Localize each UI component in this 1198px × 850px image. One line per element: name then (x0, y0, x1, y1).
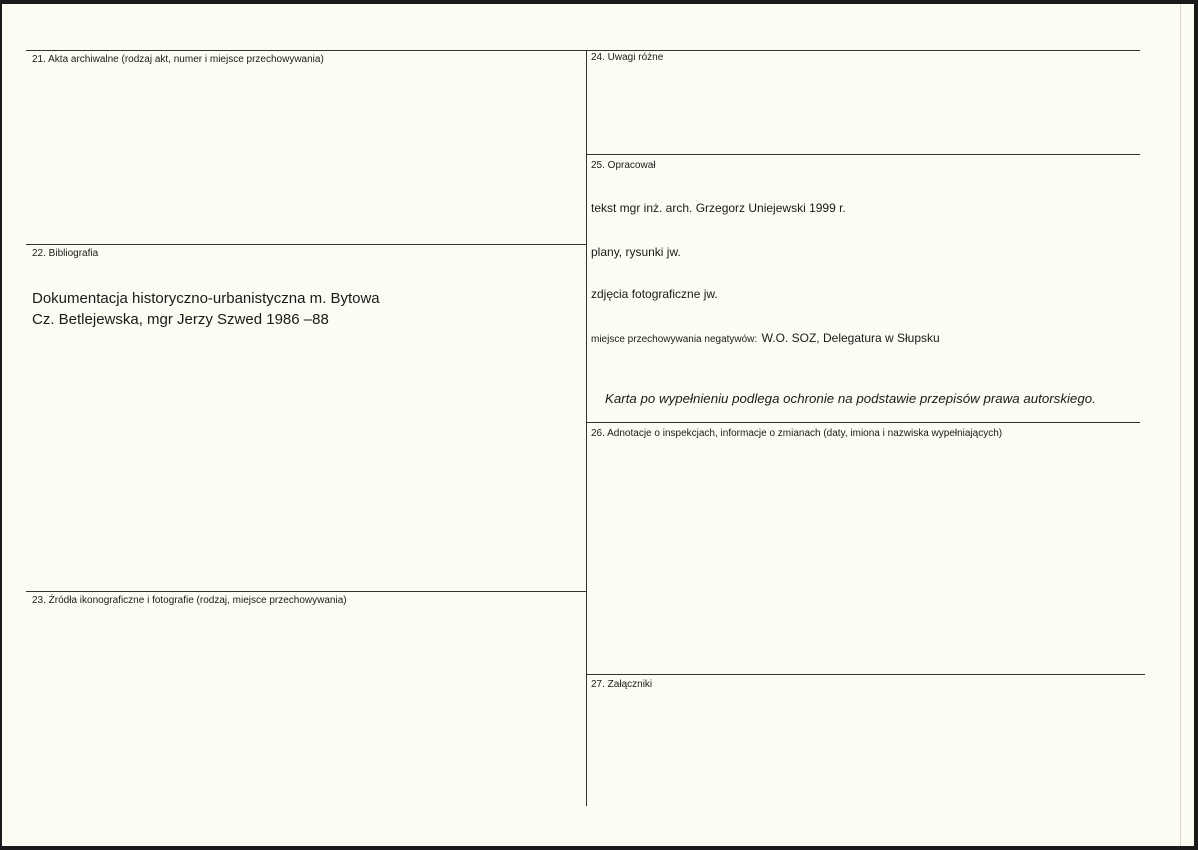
rule-22 (26, 244, 586, 245)
photos-line: zdjęcia fotograficzne jw. (591, 287, 718, 301)
negatives-value: W.O. SOZ, Delegatura w Słupsku (761, 331, 940, 345)
card-edge (1180, 4, 1181, 846)
bibliography-line-1: Dokumentacja historyczno-urbanistyczna m. Bytowa (32, 290, 380, 307)
rule-27 (586, 674, 1145, 675)
section-27-label: 27. Załączniki (591, 679, 653, 690)
section-24-label: 24. Uwagi różne (591, 52, 664, 63)
copyright-note: Karta po wypełnieniu podlega ochronie na podstawie przepisów prawa autorskiego. (605, 391, 1096, 406)
rule-26 (586, 422, 1140, 423)
negatives-line (591, 329, 940, 347)
section-26-label: 26. Adnotacje o inspekcjach, informacje o zmianach (daty, imiona i nazwiska wypełniających) (591, 428, 1003, 439)
section-22-label: 22. Bibliografia (32, 248, 99, 259)
rule-23 (26, 591, 586, 592)
negatives-label: miejsce przechowywania negatywów: (591, 334, 758, 345)
plans-line: plany, rysunki jw. (591, 245, 681, 259)
top-rule (26, 50, 1140, 51)
section-25-label: 25. Opracował (591, 160, 656, 171)
section-21-label: 21. Akta archiwalne (rodzaj akt, numer i miejsce przechowywania) (32, 54, 324, 65)
section-23-label: 23. Źródła ikonograficzne i fotografie (rodzaj, miejsce przechowywania) (32, 595, 347, 606)
author-text-line: tekst mgr inż. arch. Grzegorz Uniejewski 1999 r. (591, 201, 846, 215)
bibliography-line-2: Cz. Betlejewska, mgr Jerzy Szwed 1986 –88 (32, 311, 329, 328)
column-divider (586, 50, 587, 806)
record-card (2, 4, 1194, 846)
rule-25 (586, 154, 1140, 155)
